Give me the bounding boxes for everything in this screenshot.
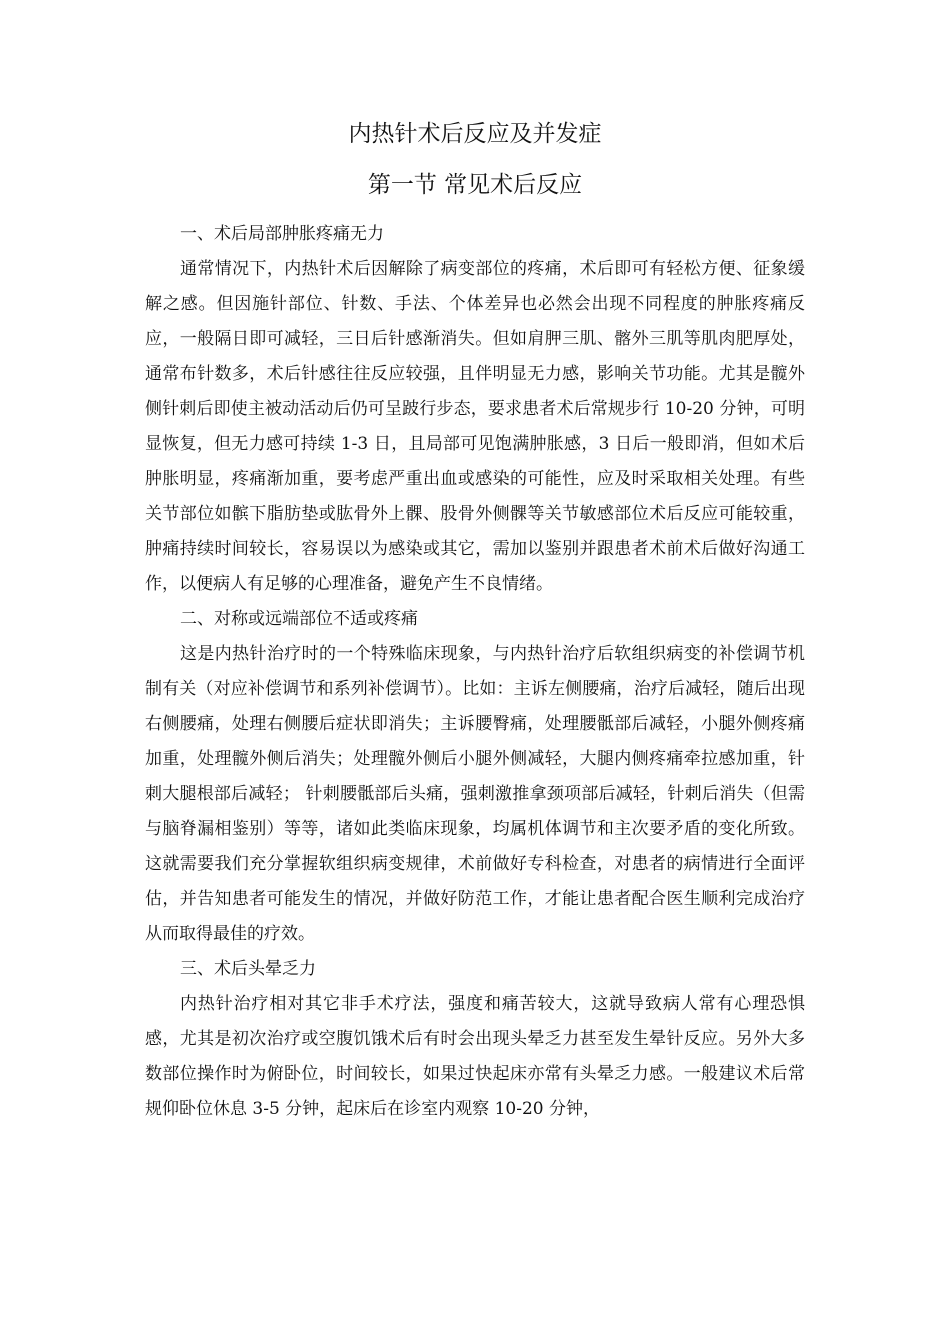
subsection-heading-2: 二、对称或远端部位不适或疼痛 xyxy=(180,609,418,629)
paragraph-1: 通常情况下，内热针术后因解除了病变部位的疼痛，术后即可有轻松方便、征象缓解之感。但因施针部位、针数、手法、个体差异也必然会出现不同程度的肿胀疼痛反应，一般隔日即可减轻，三日后针感渐消失。但如肩胛三肌、髂外三肌等肌肉肥厚处，通常布针数多，术后针感往往反应较强，且伴明显无力感，影响关节功能。尤其是髋外侧针刺后即使主被动活动后仍可呈跛行步态，要求患者术后常规步行 10-20 分钟，可明显恢复，但无力感可持续 1-3 日，且局部可见饱满肿胀感，3 日后一般即消，但如术后肿胀明显，疼痛渐加重，要考虑严重出血或感染的可能性，应及时采取相关处理。有些关节部位如髌下脂肪垫或肱骨外上髁、股骨外侧髁等关节敏感部位术后反应可能较重，肿痛持续时间较长，容易误以为感染或其它，需加以鉴别并跟患者术前术后做好沟通工作，以便病人有足够的心理准备，避免产生不良情绪。 xyxy=(145,259,805,594)
subsection-heading-1: 一、术后局部肿胀疼痛无力 xyxy=(180,224,384,244)
document-title: 内热针术后反应及并发症 xyxy=(348,121,602,147)
paragraph-2: 这是内热针治疗时的一个特殊临床现象，与内热针治疗后软组织病变的补偿调节机制有关（对应补偿调节和系列补偿调节）。比如：主诉左侧腰痛，治疗后减轻，随后出现右侧腰痛，处理右侧腰后症状即消失；主诉腰臀痛，处理腰骶部后减轻，小腿外侧疼痛加重，处理髋外侧后消失；处理髋外侧后小腿外侧减轻，大腿内侧疼痛牵拉感加重，针刺大腿根部后减轻； 针刺腰骶部后头痛，强刺激推拿颈项部后减轻，针刺后消失（但需与脑脊漏相鉴别）等等，诸如此类临床现象，均属机体调节和主次要矛盾的变化所致。这就需要我们充分掌握软组织病变规律，术前做好专科检查，对患者的病情进行全面评估，并告知患者可能发生的情况，并做好防范工作，才能让患者配合医生顺利完成治疗从而取得最佳的疗效。 xyxy=(145,644,805,944)
paragraph-3: 内热针治疗相对其它非手术疗法，强度和痛苦较大，这就导致病人常有心理恐惧感，尤其是初次治疗或空腹饥饿术后有时会出现头晕乏力甚至发生晕针反应。另外大多数部位操作时为俯卧位，时间较长，如果过快起床亦常有头晕乏力感。一般建议术后常规仰卧位休息 3-5 分钟，起床后在诊室内观察 10-20 分钟， xyxy=(145,994,805,1119)
section-title: 第一节 常见术后反应 xyxy=(367,172,583,198)
subsection-heading-3: 三、术后头晕乏力 xyxy=(180,959,316,979)
document-body xyxy=(145,217,805,1127)
